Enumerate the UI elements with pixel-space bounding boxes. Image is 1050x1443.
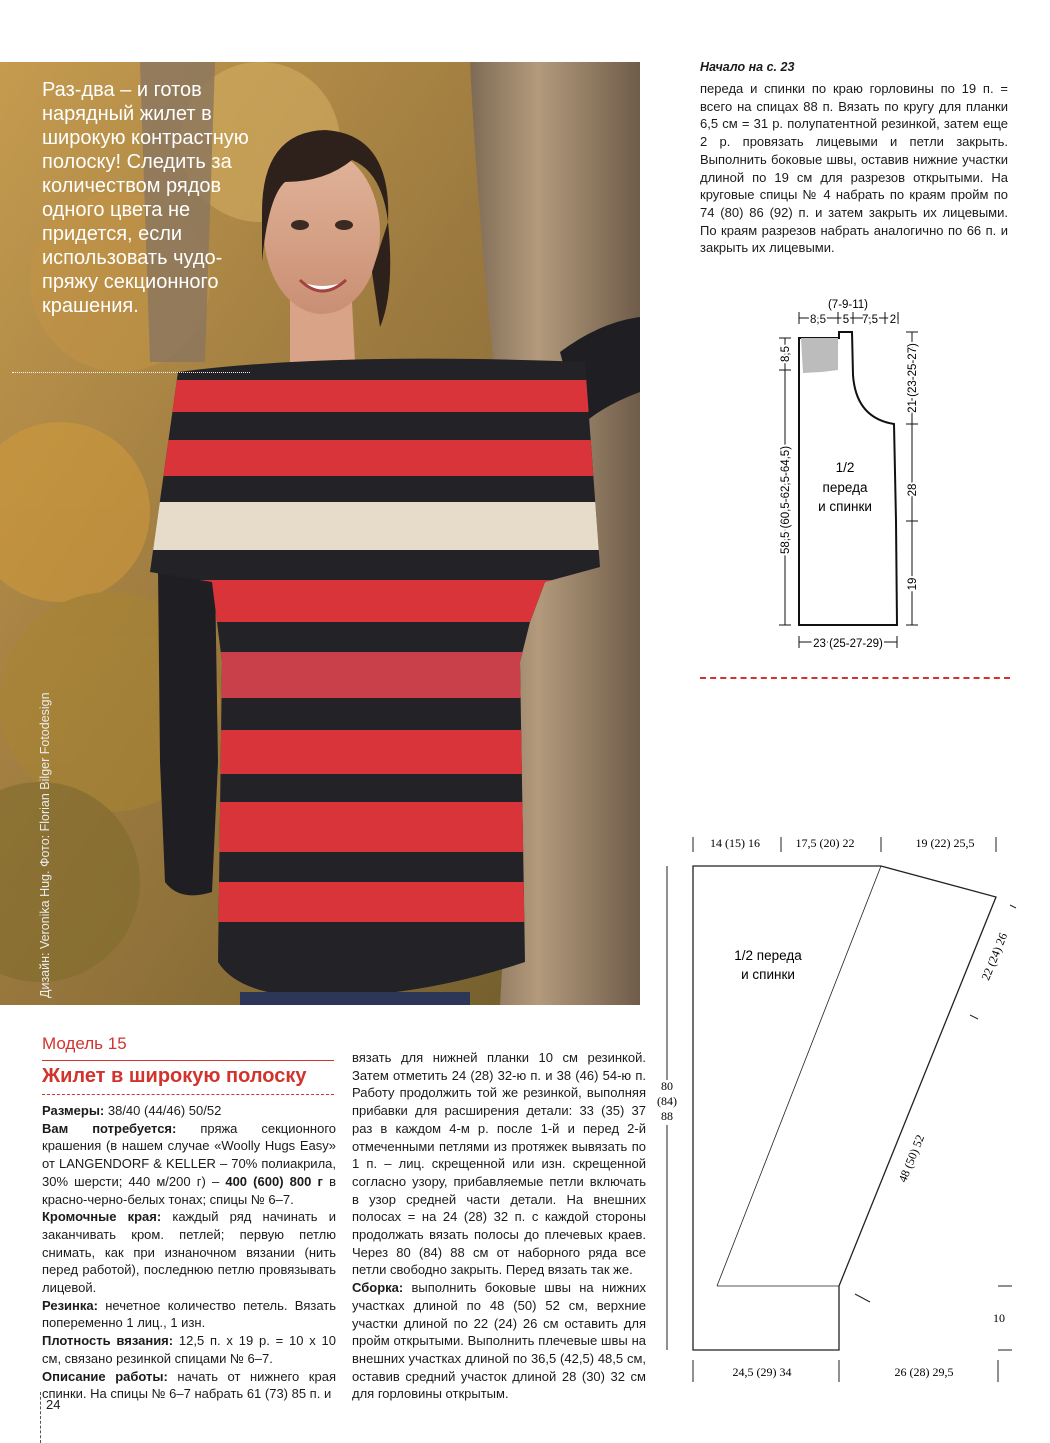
dim-left-height: 88 (661, 1109, 673, 1123)
instruction-paragraph (42, 1120, 336, 1209)
paragraph-heading: Сборка: (352, 1280, 404, 1296)
instruction-paragraph (42, 1332, 336, 1367)
page-margin-mark (40, 1392, 41, 1443)
dim-top-part: 14 (15) 16 (710, 836, 760, 850)
paragraph-heading: Вам потребуется: (42, 1120, 177, 1136)
paragraph-text: начать от нижнего края спинки. На спицы № 6–7 набрать 61 (73) 85 п. и (42, 1368, 336, 1402)
dim-bottom-part: 26 (28) 29,5 (894, 1365, 954, 1379)
dim-left-height: 80 (661, 1079, 673, 1093)
paragraph-heading: Описание работы: (42, 1368, 168, 1384)
dim-top-part: 5 (842, 314, 850, 326)
dim-top-total: (7-9-11) (827, 299, 869, 311)
piece-label: и спинки (818, 499, 872, 514)
instruction-paragraph (352, 1049, 646, 1279)
caption-divider (12, 372, 250, 373)
continued-from-header: Начало на с. 23 (700, 60, 795, 74)
dim-right-upper: 22 (24) 26 (978, 930, 1011, 983)
piece-label: 1/2 переда (734, 948, 802, 963)
title-underline (42, 1094, 334, 1095)
dim-right-bottom: 19 (907, 577, 919, 591)
paragraph-text: в красно-черно-белых тонах; спицы № 6–7. (42, 1173, 336, 1207)
paragraph-text: нечетное количество петель. Вязать попеременно 1 лиц., 1 изн. (42, 1297, 336, 1331)
paragraph-text: 38/40 (44/46) 50/52 (104, 1103, 222, 1118)
piece-label: 1/2 (835, 460, 855, 475)
paragraph-text: 12,5 п. х 19 р. = 10 х 10 см, связано резинкой спицами № 6–7. (42, 1333, 336, 1366)
dim-left-height: 58,5 (60,5-62,5-64,5) (780, 445, 792, 555)
photo-credit: Дизайн: Veronika Hug. Фото: Florian Bilger Fotodesign (38, 692, 52, 998)
dim-bottom-part: 24,5 (29) 34 (732, 1365, 792, 1379)
dim-left-shoulder: 8,5 (780, 346, 792, 362)
dim-top-part: 2 (889, 314, 897, 326)
instruction-paragraph (42, 1297, 336, 1332)
piece-label: переда (822, 480, 868, 495)
photo-caption: Раз-два – и готов нарядный жилет в широкую контрастную полоску! Следить за количеством рядов одного цвета не придется, если использовать чудо-пряжу секционного крашения. (42, 79, 249, 317)
instruction-paragraph (42, 1102, 336, 1120)
model-number: Модель 15 (42, 1034, 127, 1053)
article-title: Жилет в широкую полоску (42, 1060, 334, 1088)
paragraph-text: выполнить боковые швы на нижних участках длиной по 48 (50) 52 см, верхние участки длиной по 22 (24) 26 см оставить для пройм открытыми. Выполнить плечевые швы на внешних участках длиной по 36,5 (42,5) 48,5 см, оставив средний участок длиной 28 (30) 32 см для горловины открытым. (352, 1280, 646, 1402)
piece-label: и спинки (741, 967, 795, 982)
yarn-amount: 400 (600) 800 г (225, 1173, 323, 1189)
dim-diagonal: 48 (50) 52 (895, 1132, 928, 1185)
paragraph-heading: Кромочные края: (42, 1209, 162, 1225)
paragraph-heading: Резинка: (42, 1297, 98, 1313)
paragraph-heading: Плотность вязания: (42, 1333, 174, 1349)
instruction-paragraph (352, 1279, 646, 1403)
paragraph-heading: Размеры: (42, 1103, 105, 1118)
continuation-text: переда и спинки по краю горловины по 19 п. = всего на спицах 88 п. Вязать по кругу для планки 6,5 см = 31 р. полупатентной резинкой, затем еще 2 р. провязать лицевыми и петли закрыть. Выполнить боковые швы, оставив нижние участки длиной по 19 см для разрезов открытыми. На круговые спицы № 4 набрать по краям пройм по 74 (80) 86 (92) п. и затем закрыть их лицевыми. По краям разрезов набрать аналогично по 66 п. и закрыть их лицевыми. (700, 81, 1008, 256)
dim-top-part: 17,5 (20) 22 (795, 836, 855, 850)
instruction-paragraph (42, 1208, 336, 1297)
dim-band-height: 10 (993, 1311, 1005, 1325)
instruction-paragraph (42, 1368, 336, 1403)
dim-left-height: (84) (657, 1094, 677, 1108)
dim-right-armhole: 21 (23-25-27) (907, 343, 919, 413)
paragraph-text: каждый ряд начинать и заканчивать кром. петлей; первую петлю снимать, как при изнаночном вязании (нить перед работой), последнюю петлю провязывать лицевой. (42, 1209, 336, 1296)
dim-top-part: 19 (22) 25,5 (915, 836, 975, 850)
pattern-diagram-front-back (770, 292, 930, 660)
pattern-diagram-schematic (650, 828, 1030, 1388)
dim-right-middle: 28 (907, 483, 919, 497)
dim-top-part: 7,5 (862, 314, 878, 326)
paragraph-text: пряжа секционного крашения (в нашем случае «Woolly Hugs Easy» от LANGENDORF & KELLER – 70% полиакрила, 30% шерсти; 440 м/200 г) – (42, 1120, 336, 1189)
page-number: 24 (46, 1397, 61, 1412)
dim-bottom-width: 23 (25-27-29) (813, 638, 883, 650)
dim-top-part: 8,5 (810, 314, 826, 326)
instructions-column-2 (352, 1049, 646, 1403)
section-divider (700, 677, 1010, 679)
instructions-column-1 (42, 1102, 336, 1403)
paragraph-text: вязать для нижней планки 10 см резинкой. Затем отметить 24 (28) 32-ю п. и 38 (46) 54-ю п. Работу продолжить той же резинкой, выполняя прибавки для расширения детали: 33 (35) 37 раз в каждом 4-м р. после 1-й и перед 2-й отмеченными петлями из протяжек вывязать по 1 п. – лиц. скрещенной или изн. скрещенной согласно узору, прибавляемые петли включать в узор средней части детали. На внешних полосах = на 24 (28) 32 п. с каждой стороны продолжать вязать полосы до плечевых краев. Через 80 (84) 88 см от наборного ряда все петли свободно закрыть. Перед вязать так же. (352, 1050, 646, 1278)
